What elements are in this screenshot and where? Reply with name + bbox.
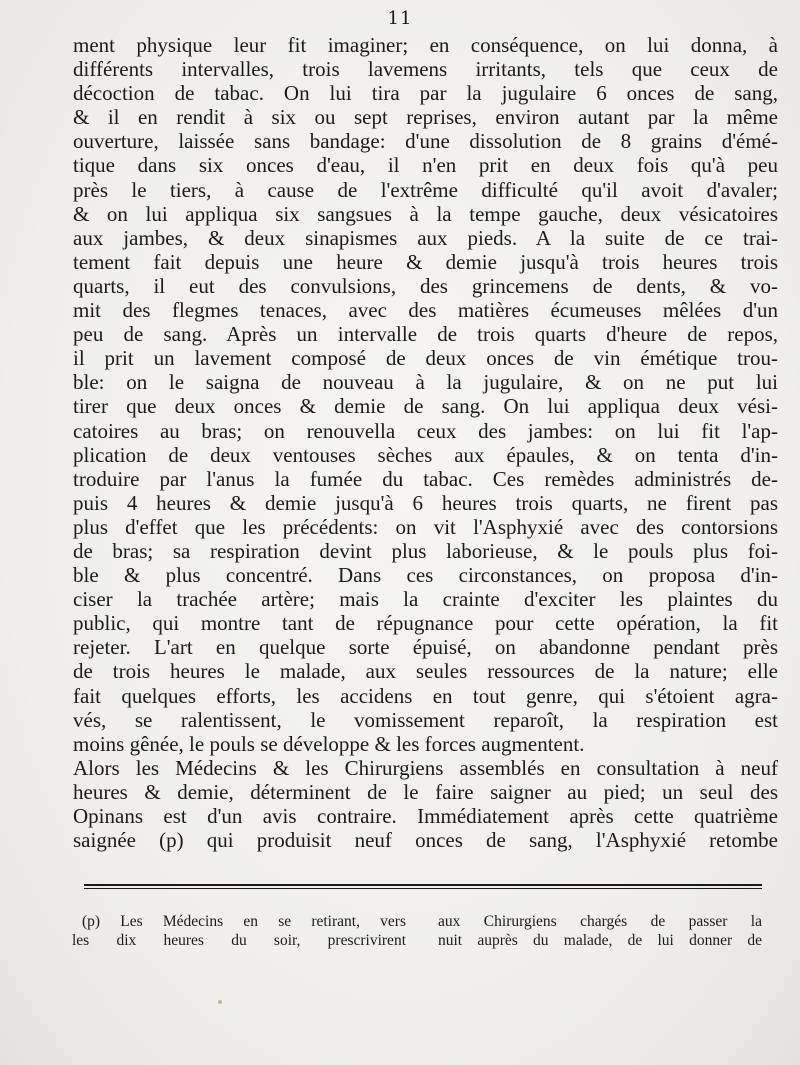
body-text <box>73 33 778 852</box>
text-line: de trois heures le malade, aux seules ressources de la nature; elle <box>73 659 778 684</box>
text-line: tique dans six onces d'eau, il n'en prit en deux fois qu'à peu <box>73 153 778 178</box>
footnote-line: nuit auprès du malade, de lui donner de <box>438 932 762 949</box>
text-line: & on lui appliqua six sangsues à la tempe gauche, deux vésicatoires <box>73 201 778 226</box>
text-line: décoction de tabac. On lui tira par la jugulaire 6 onces de sang, <box>73 81 778 106</box>
text-line: heures & demie, déterminent de le faire saigner au pied; un seul des <box>73 779 778 804</box>
text-line: ble & plus concentré. Dans ces circonstances, on proposa d'in- <box>73 563 778 588</box>
footnote-separator-rule <box>84 884 762 889</box>
text-line: différents intervalles, trois lavemens irritants, tels que ceux de <box>73 57 778 82</box>
footnote-right-column <box>438 912 762 950</box>
text-line: plication de deux ventouses sèches aux épaules, & on tenta d'in- <box>73 442 778 467</box>
footnote-line: (p) Les Médecins en se retirant, vers <box>82 913 406 930</box>
text-line: catoires au bras; on renouvella ceux des jambes: on lui fit l'ap- <box>73 418 778 443</box>
text-line: aux jambes, & deux sinapismes aux pieds. A la suite de ce trai- <box>73 225 778 250</box>
text-line: Alors les Médecins & les Chirurgiens assemblés en consultation à neuf <box>73 755 778 780</box>
text-line: tirer que deux onces & demie de sang. On lui appliqua deux vési- <box>73 394 778 419</box>
text-line: saignée (p) qui produisit neuf onces de sang, l'Asphyxié retombe <box>73 828 778 853</box>
text-line: rejeter. L'art en quelque sorte épuisé, on abandonne pendant près <box>73 635 778 660</box>
text-line: il prit un lavement composé de deux onces de vin émétique trou- <box>73 346 778 371</box>
text-line: peu de sang. Après un intervalle de trois quarts d'heure de repos, <box>73 322 778 347</box>
footnote-line: aux Chirurgiens chargés de passer la <box>438 913 762 930</box>
text-line: puis 4 heures & demie jusqu'à 6 heures trois quarts, ne firent pas <box>73 490 778 515</box>
text-line: plus d'effet que les précédents: on vit l'Asphyxié avec des contorsions <box>73 514 778 539</box>
footnote-left-column <box>72 912 406 950</box>
footnote-line: les dix heures du soir, prescrivirent <box>72 932 406 949</box>
text-line: ouverture, laissée sans bandage: d'une dissolution de 8 grains d'émé- <box>73 129 778 154</box>
text-line: vés, se ralentissent, le vomissement reparoît, la respiration est <box>73 707 778 732</box>
page-number: 11 <box>387 8 413 29</box>
text-line: ciser la trachée artère; mais la crainte d'exciter les plaintes du <box>73 587 778 612</box>
text-line: ble: on le saigna de nouveau à la jugulaire, & on ne put lui <box>73 370 778 395</box>
text-line: quarts, il eut des convulsions, des grincemens de dents, & vo- <box>73 273 778 298</box>
text-line: moins gênée, le pouls se développe & les forces augmentent. <box>73 731 585 756</box>
text-line: public, qui montre tant de répugnance pour cette opération, la fit <box>73 611 778 636</box>
text-line: ment physique leur fit imaginer; en conséquence, on lui donna, à <box>73 33 778 57</box>
text-line: fait quelques efforts, les accidens en tout genre, qui s'étoient agra- <box>73 683 778 708</box>
paper-spot <box>218 1000 222 1004</box>
text-line: troduire par l'anus la fumée du tabac. Ces remèdes administrés de- <box>73 466 778 491</box>
text-line: tement fait depuis une heure & demie jusqu'à trois heures trois <box>73 249 778 274</box>
text-line: & il en rendit à six ou sept reprises, environ autant par la même <box>73 105 778 130</box>
text-line: de bras; sa respiration devint plus laborieuse, & le pouls plus foi- <box>73 538 778 563</box>
text-line: Opinans est d'un avis contraire. Immédiatement après cette quatrième <box>73 804 778 828</box>
text-line: près le tiers, à cause de l'extrême difficulté qu'il avoit d'avaler; <box>73 177 778 202</box>
text-line: mit des flegmes tenaces, avec des matières écumeuses mêlées d'un <box>73 298 778 323</box>
